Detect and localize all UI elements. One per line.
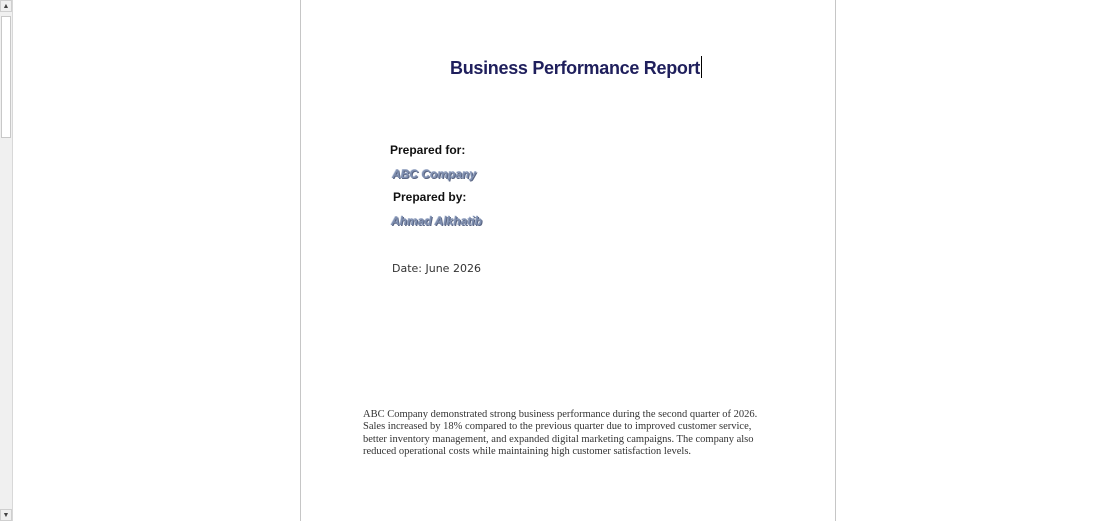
- prepared-by-value[interactable]: Ahmad Alkhatib: [391, 214, 482, 228]
- prepared-for-value[interactable]: ABC Company: [392, 167, 477, 181]
- prepared-for-label[interactable]: Prepared for:: [390, 143, 466, 157]
- document-title-line[interactable]: [450, 56, 702, 79]
- prepared-by-label[interactable]: Prepared by:: [393, 190, 467, 204]
- document-title[interactable]: Business Performance Report: [450, 58, 700, 78]
- document-page[interactable]: [300, 0, 836, 521]
- vertical-scrollbar[interactable]: [0, 0, 13, 521]
- text-cursor: [701, 56, 702, 78]
- summary-paragraph[interactable]: ABC Company demonstrated strong business performance during the second quarter of 2026. Sales increased by 18% compared to the previous quarter due to improved customer service, better inventory management, and expanded digital marketing campaigns. The company also reduced operational costs while maintaining high customer satisfaction levels.: [363, 409, 758, 457]
- scroll-thumb[interactable]: [1, 16, 11, 138]
- scroll-down-arrow-icon[interactable]: ▼: [0, 509, 12, 521]
- report-date[interactable]: Date: June 2026: [392, 262, 481, 275]
- scroll-up-arrow-icon[interactable]: ▲: [0, 0, 12, 12]
